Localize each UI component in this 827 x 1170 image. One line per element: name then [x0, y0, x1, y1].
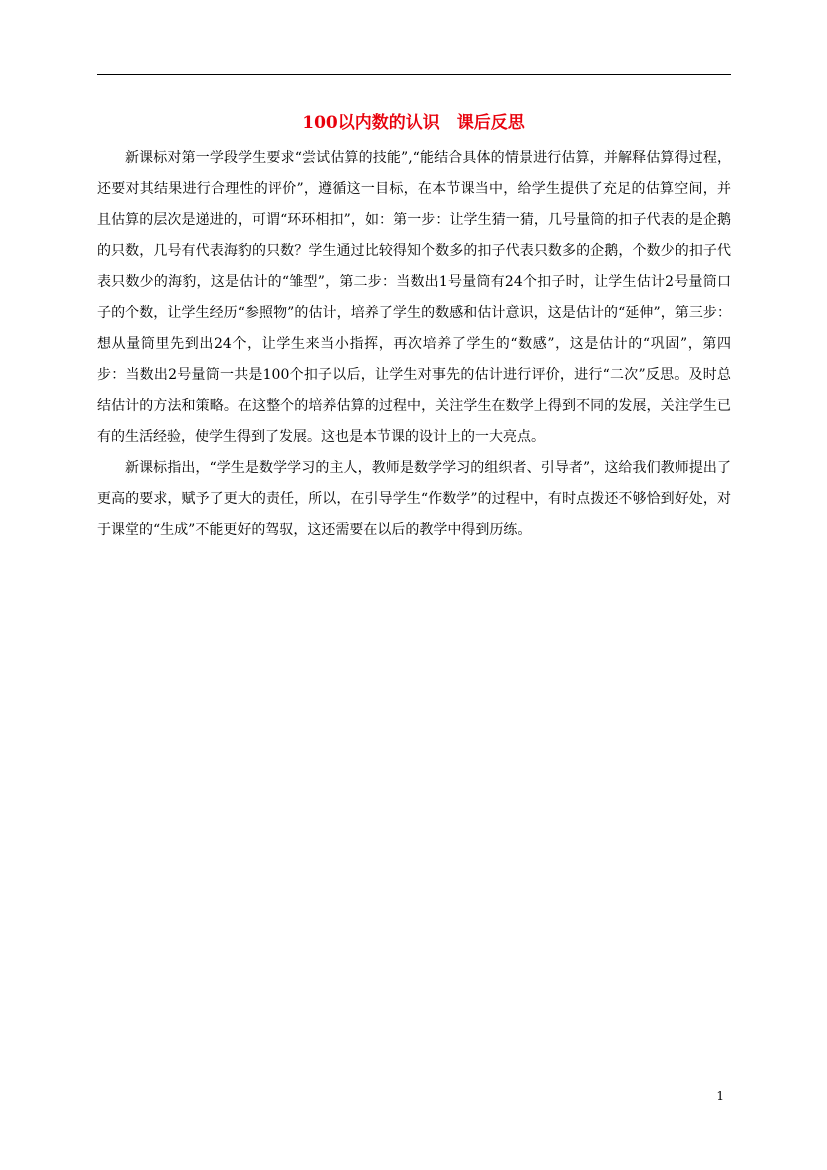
document-body	[97, 143, 731, 546]
paragraph-estimation-reflection: 新课标对第一学段学生要求“尝试估算的技能”,“能结合具体的情景进行估算，并解释估算得过程，还要对其结果进行合理性的评价”，遵循这一目标，在本节课当中，给学生提供了充足的估算空间，并且估算的层次是递进的，可谓“环环相扣”，如：第一步：让学生猜一猜，几号量筒的扣子代表的是企鹅的只数，几号有代表海豹的只数？学生通过比较得知个数多的扣子代表只数多的企鹅，个数少的扣子代表只数少的海豹，这是估计的“雏型”，第二步：当数出1号量筒有24个扣子时，让学生估计2号量筒口子的个数，让学生经历“参照物”的估计，培养了学生的数感和估计意识，这是估计的“延伸”，第三步：想从量筒里先到出24个，让学生来当小指挥，再次培养了学生的“数感”，这是估计的“巩固”，第四步：当数出2号量筒一共是100个扣子以后，让学生对事先的估计进行评价，进行“二次”反思。及时总结估计的方法和策略。在这整个的培养估算的过程中，关注学生在数学上得到不同的发展，关注学生已有的生活经验，使学生得到了发展。这也是本节课的设计上的一大亮点。	[97, 150, 731, 445]
header-rule	[97, 74, 731, 75]
paragraph-improvement-reflection: 新课标指出，“学生是数学学习的主人，教师是数学学习的组织者、引导者”，这给我们教师提出了更高的要求，赋予了更大的责任，所以，在引导学生“作数学”的过程中，有时点拨还不够恰到好处，对于课堂的“生成”不能更好的驾驭，这还需要在以后的教学中得到历练。	[97, 460, 731, 538]
page-number: 1	[716, 1089, 724, 1103]
document-title: 100以内数的认识 课后反思	[302, 113, 525, 133]
